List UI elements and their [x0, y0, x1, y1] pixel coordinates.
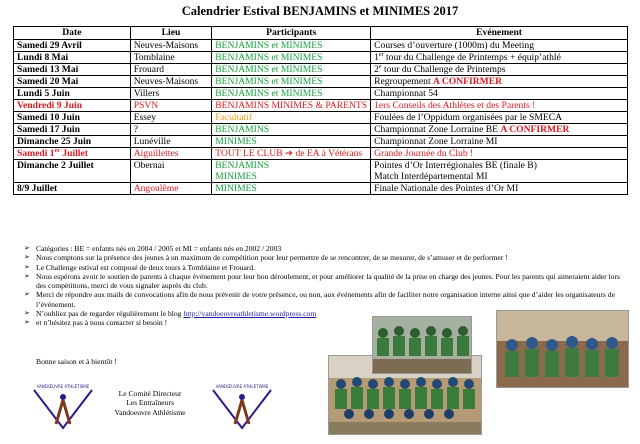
cell-lieu: ? [130, 124, 212, 136]
cell-participants: MINIMES [212, 183, 371, 195]
cell-event: Foulées de l’Oppidum organisées par le SMECA [371, 112, 628, 124]
cell-date: Dimanche 2 Juillet [14, 160, 131, 183]
note-text: Merci de répondre aux mails de convocations afin de nous prévenir de votre présence, ou non, aux événements afin de faciliter notre organisation interne ainsi que d’aider les organisateurs de l’événement. [36, 290, 615, 309]
list-item [24, 272, 628, 291]
arrow-right-icon: ➔ [285, 148, 294, 159]
note-text: et n’hésitez pas à nous contacter si besoin ! [36, 318, 168, 328]
cell-participants [212, 148, 371, 160]
arrow-bullet-icon: ➢ [24, 244, 30, 252]
team-photo [496, 310, 629, 388]
cell-lieu: Villers [130, 88, 212, 100]
event-ordinal: 1 [374, 52, 379, 63]
list-item [24, 263, 628, 272]
table-row [14, 148, 628, 160]
header-event: Evénement [371, 27, 628, 40]
cell-event: Championnat 54 [371, 88, 628, 100]
date-text: Samedi 1 [17, 148, 55, 159]
cell-event [371, 124, 628, 136]
signature-line: Vandoeuvre Athlétisme [114, 407, 186, 417]
note-text: Nous comptons sur la présence des jeunes à un maximum de compétition pour leur permettre de se rencontrer, de se mesurer, de s’amuser et de performer ! [36, 253, 508, 263]
note-text: Catégories : BE = enfants nés en 2004 / 2005 et MI = enfants nés en 2002 / 2003 [36, 244, 282, 253]
arrow-bullet-icon: ➢ [24, 262, 30, 271]
closing-text: Bonne saison et à bientôt ! [36, 357, 117, 366]
event-text: Regroupement [374, 76, 434, 87]
participants-line: BENJAMINS [215, 160, 270, 171]
participants-range: de EA à Vétérans [293, 148, 363, 159]
table-row [14, 64, 628, 76]
cell-date: Lundi 5 Juin [14, 88, 131, 100]
cell-lieu: Angoulême [130, 183, 212, 195]
signature-block [100, 389, 200, 417]
header-date: Date [14, 27, 131, 40]
signature-line: Le Comité Directeur [118, 389, 182, 398]
table-row [14, 100, 628, 112]
header-row [14, 27, 628, 40]
cell-event [371, 76, 628, 88]
page-title: Calendrier Estival BENJAMINS et MINIMES 2017 [181, 4, 459, 18]
table-row [14, 124, 628, 136]
cell-lieu: Frouard [130, 64, 212, 76]
cell-participants: BENJAMINS et MINIMES [212, 88, 371, 100]
participants-text: TOUT LE CLUB [215, 148, 283, 159]
cell-date: Samedi 17 Juin [14, 124, 131, 136]
club-logo [32, 384, 94, 430]
note-text: Nous espérons avoir le soutien de parents à chaque événement pour leur bon déroulement, et pour améliorer la qualité de la prise en charge des jeunes. Pour les parents qui aimeraient aider lors des compétitions, merci de vous signaler auprès du club. [36, 271, 620, 291]
arrow-bullet-icon: ➢ [24, 253, 30, 262]
cell-participants: BENJAMINS et MINIMES [212, 64, 371, 76]
note-text: Le Challenge estival est composé de deux tours à Tomblaine et Frouard. [36, 262, 256, 272]
cell-date: Dimanche 25 Juin [14, 136, 131, 148]
cell-date: Lundi 8 Mai [14, 52, 131, 64]
list-item [24, 244, 628, 253]
cell-lieu: Neuves-Maisons [130, 40, 212, 52]
cell-participants: BENJAMINS et MINIMES [212, 76, 371, 88]
table-row [14, 88, 628, 100]
cell-event: Grande Journée du Club ! [371, 148, 628, 160]
cell-date: Samedi 13 Mai [14, 64, 131, 76]
arrow-bullet-icon: ➢ [24, 290, 30, 299]
cell-lieu: Lunéville [130, 136, 212, 148]
blog-link[interactable]: http://vandoeuvreathletisme.wordpress.com [183, 309, 317, 319]
table-row [14, 112, 628, 124]
event-text: Championnat Zone Lorraine BE [374, 124, 501, 135]
list-item [24, 290, 628, 309]
header-lieu: Lieu [130, 27, 212, 40]
cell-event: 1ers Conseils des Athlètes et des Parents ! [371, 100, 628, 112]
svg-text:VANDŒUVRE ATHLÉTISME: VANDŒUVRE ATHLÉTISME [36, 384, 90, 389]
cell-event: Finale Nationale des Pointes d’Or MI [371, 183, 628, 195]
cell-participants: Facultatif [212, 112, 371, 124]
date-month: Juillet [59, 148, 88, 159]
cell-event: Championnat Zone Lorraine MI [371, 136, 628, 148]
participants-line: MINIMES [215, 171, 257, 182]
table-row [14, 136, 628, 148]
cell-date: Samedi 20 Mai [14, 76, 131, 88]
confirm-flag: A CONFIRMER [433, 76, 503, 87]
event-line: Pointes d’Or Interrégionales BE (finale B) [374, 160, 537, 171]
event-ordinal-suffix: er [378, 51, 384, 58]
cell-date: Vendredi 9 Juin [14, 100, 131, 112]
table-row [14, 160, 628, 183]
cell-date: 8/9 Juillet [14, 183, 131, 195]
cell-event: Courses d’ouverture (1000m) du Meeting [371, 40, 628, 52]
event-line: Match Interdépartemental MI [374, 171, 488, 182]
date-ordinal-suffix: er [54, 147, 60, 154]
table-row [14, 76, 628, 88]
cell-participants: BENJAMINS [212, 124, 371, 136]
arrow-bullet-icon: ➢ [24, 271, 30, 280]
table-row [14, 183, 628, 195]
arrow-bullet-icon: ➢ [24, 318, 30, 327]
signature-line: Les Entraîneurs [126, 398, 174, 408]
cell-date: Samedi 10 Juin [14, 112, 131, 124]
event-text: tour du Challenge de Printemps [381, 64, 506, 75]
cell-participants [212, 160, 371, 183]
calendar-table [13, 26, 628, 195]
table-row [14, 52, 628, 64]
event-text: tour du Challenge de Printemps + équip’athlé [383, 52, 561, 63]
event-ordinal: 2 [374, 64, 379, 75]
note-text: N’oubliez pas de regarder régulièrement le blog [36, 309, 184, 319]
cell-lieu: PSVN [130, 100, 212, 112]
team-photo [372, 316, 472, 374]
cell-lieu: Aiguillettes [130, 148, 212, 160]
svg-text:VANDŒUVRE ATHLÉTISME: VANDŒUVRE ATHLÉTISME [215, 384, 269, 389]
cell-event [371, 52, 628, 64]
cell-lieu: Neuves-Maisons [130, 76, 212, 88]
cell-participants: MINIMES [212, 136, 371, 148]
cell-date [14, 148, 131, 160]
cell-lieu: Tomblaine [130, 52, 212, 64]
cell-lieu: Obernai [130, 160, 212, 183]
cell-participants: BENJAMINS et MINIMES [212, 40, 371, 52]
cell-lieu: Essey [130, 112, 212, 124]
cell-event [371, 160, 628, 183]
arrow-bullet-icon: ➢ [24, 309, 30, 318]
header-participants: Participants [212, 27, 371, 40]
confirm-flag: A CONFIRMER [500, 124, 570, 135]
table-row [14, 40, 628, 52]
cell-date: Samedi 29 Avril [14, 40, 131, 52]
club-logo [211, 384, 273, 430]
list-item [24, 253, 628, 262]
cell-participants: BENJAMINS et MINIMES [212, 52, 371, 64]
cell-event [371, 64, 628, 76]
cell-participants: BENJAMINS MINIMES & PARENTS [212, 100, 371, 112]
event-ordinal-suffix: e [378, 63, 382, 70]
